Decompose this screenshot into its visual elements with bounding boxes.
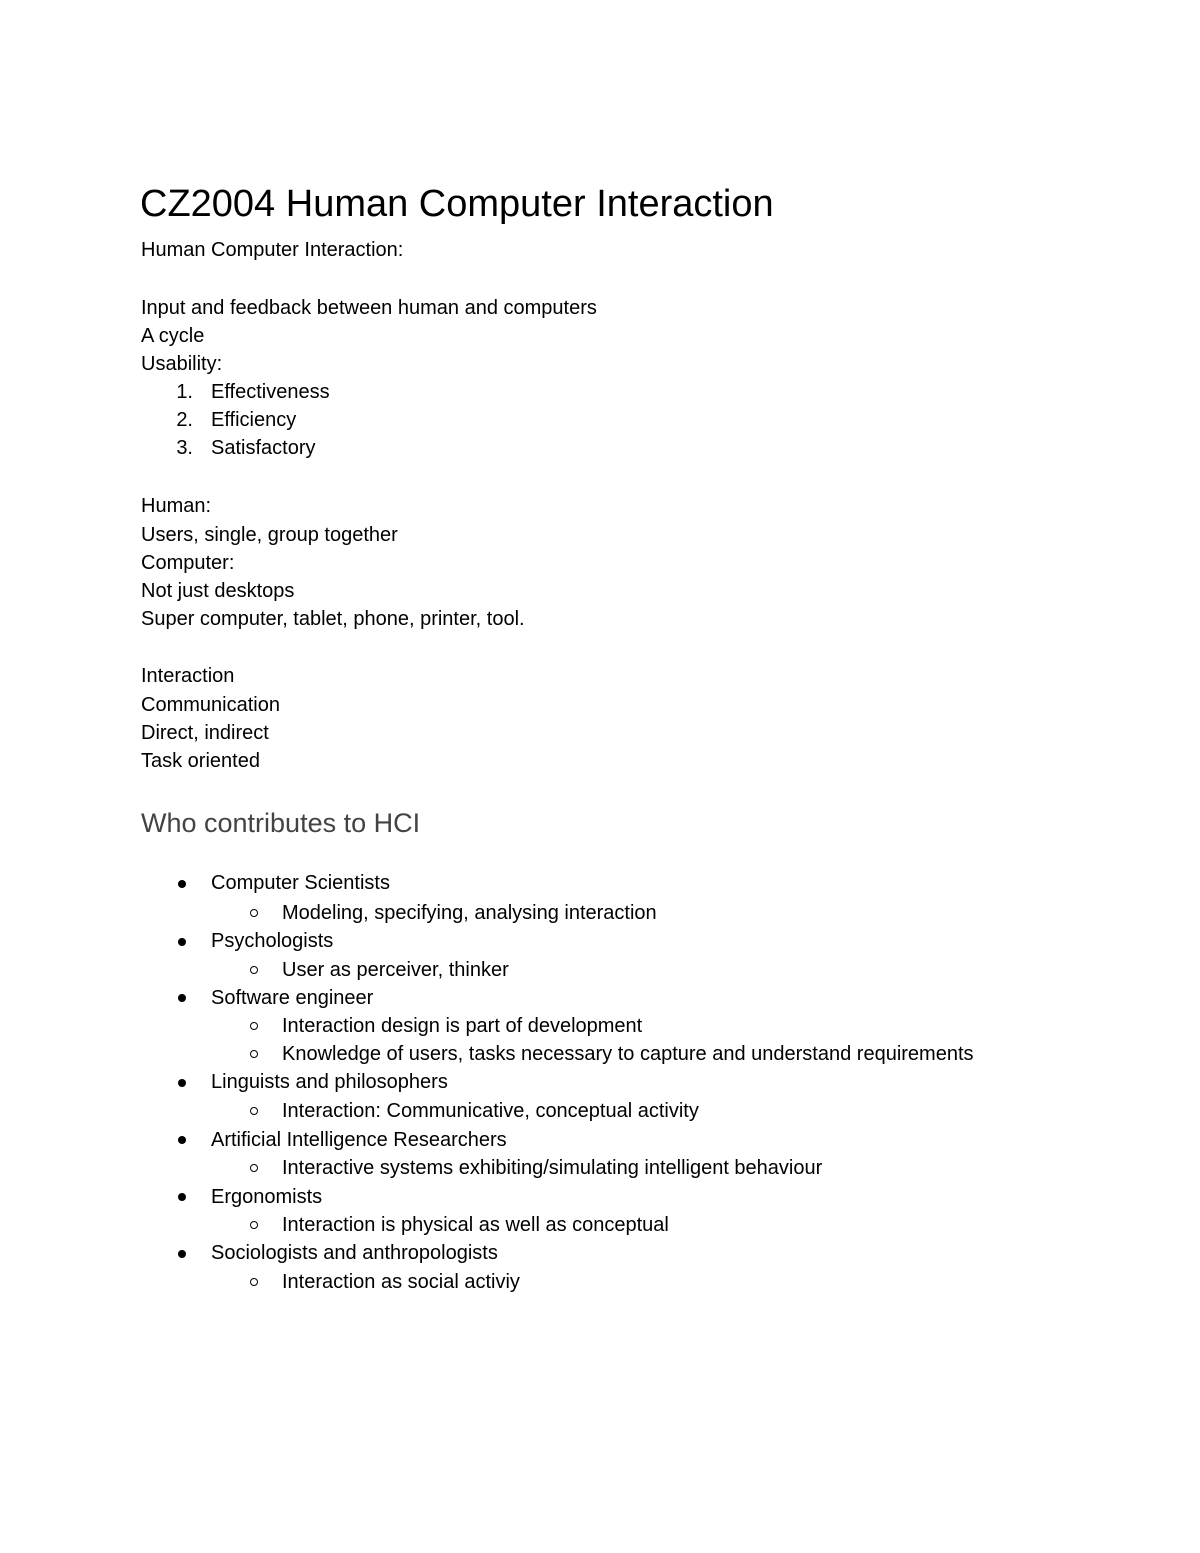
circle-bullet-icon [250,909,258,917]
contributor-detail: Interaction design is part of development [282,1015,643,1037]
contributor-name: Ergonomists [211,1186,323,1208]
list-item-label: Satisfactory [211,437,316,459]
list-number: 1. [176,381,193,403]
contributor-detail: Knowledge of users, tasks necessary to capture and understand requirements [282,1043,974,1065]
human-line: Computer: [141,552,235,574]
bullet-icon [178,938,186,946]
list-item-label: Effectiveness [211,381,330,403]
document-title: CZ2004 Human Computer Interaction [140,183,774,225]
human-line: Users, single, group together [141,524,398,546]
intro-line: Input and feedback between human and computers [141,297,597,319]
list-item-label: Efficiency [211,409,297,431]
circle-bullet-icon [250,1022,258,1030]
circle-bullet-icon [250,1050,258,1058]
contributor-detail: User as perceiver, thinker [282,959,509,981]
human-line: Super computer, tablet, phone, printer, tool. [141,608,525,630]
circle-bullet-icon [250,966,258,974]
contributor-detail: Interaction: Communicative, conceptual activity [282,1100,699,1122]
bullet-icon [178,994,186,1002]
circle-bullet-icon [250,1164,258,1172]
list-number: 3. [176,437,193,459]
contributor-name: Artificial Intelligence Researchers [211,1129,507,1151]
contributor-detail: Interactive systems exhibiting/simulating intelligent behaviour [282,1157,823,1179]
bullet-icon [178,1079,186,1087]
bullet-icon [178,1136,186,1144]
intro-line: Usability: [141,353,223,375]
bullet-icon [178,880,186,888]
contributor-detail: Interaction is physical as well as conceptual [282,1214,669,1236]
intro-line: Human Computer Interaction: [141,239,404,261]
contributor-detail: Interaction as social activiy [282,1271,520,1293]
contributor-detail: Modeling, specifying, analysing interaction [282,902,657,924]
contributor-name: Sociologists and anthropologists [211,1242,498,1264]
contributor-name: Software engineer [211,987,374,1009]
human-line: Human: [141,495,212,517]
contributor-name: Linguists and philosophers [211,1071,448,1093]
interaction-line: Interaction [141,665,235,687]
interaction-line: Task oriented [141,750,260,772]
contributor-name: Psychologists [211,930,334,952]
human-line: Not just desktops [141,580,295,602]
bullet-icon [178,1193,186,1201]
contributor-name: Computer Scientists [211,872,390,894]
circle-bullet-icon [250,1278,258,1286]
circle-bullet-icon [250,1107,258,1115]
list-number: 2. [176,409,193,431]
circle-bullet-icon [250,1221,258,1229]
intro-line: A cycle [141,325,205,347]
interaction-line: Communication [141,694,280,716]
bullet-icon [178,1250,186,1258]
interaction-line: Direct, indirect [141,722,269,744]
section-heading: Who contributes to HCI [141,808,421,838]
